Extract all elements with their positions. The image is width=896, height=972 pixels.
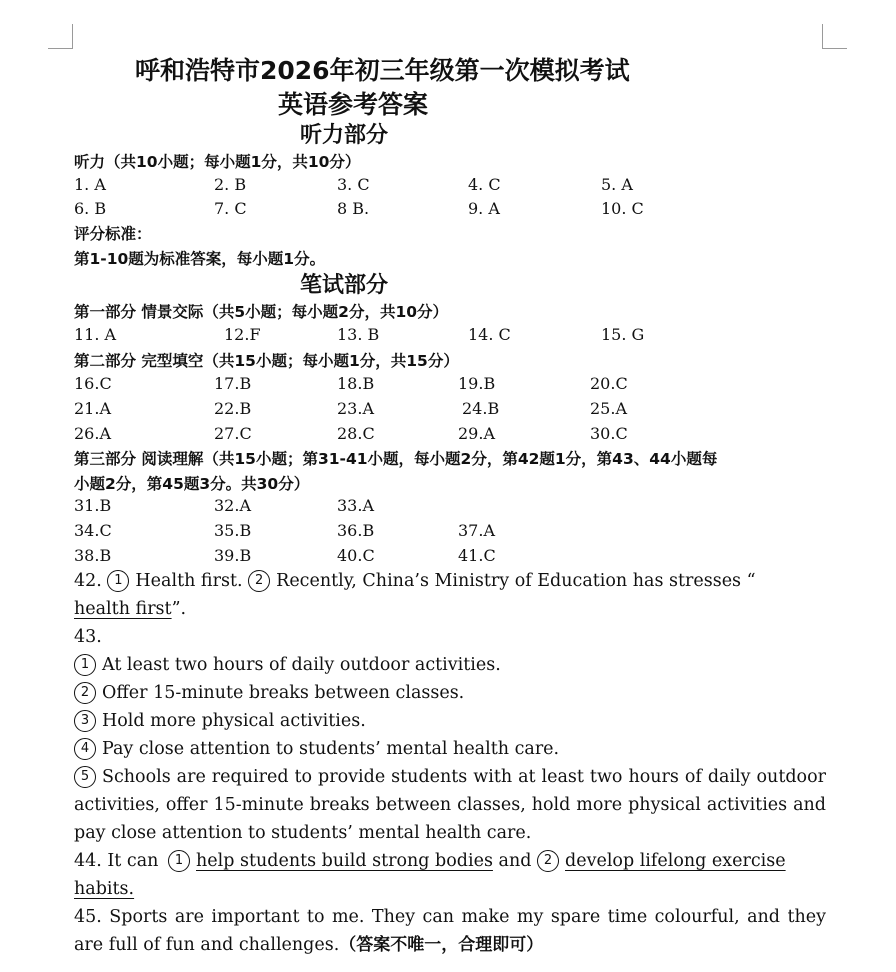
- answer-item: 24.B: [462, 399, 500, 418]
- q43-item: [74, 707, 826, 735]
- q43-item-text: Offer 15-minute breaks between classes.: [102, 683, 465, 703]
- q42-answer: [74, 567, 826, 623]
- answer-item: 21.A: [74, 399, 111, 418]
- q43-item: [74, 763, 826, 847]
- answer-item: 36.B: [337, 521, 375, 540]
- answer-item: 13. B: [337, 325, 380, 344]
- answer-item: 40.C: [337, 546, 375, 565]
- q42-part2: Recently, China’s Ministry of Education has stresses “: [276, 571, 756, 591]
- answer-item: 4. C: [468, 175, 501, 194]
- answer-item: 9. A: [468, 199, 500, 218]
- answer-item: 1. A: [74, 175, 106, 194]
- q42-number: 42.: [74, 571, 102, 591]
- part3-header-line2: 小题2分，第45题3分。共30分）: [74, 475, 310, 493]
- answer-item: 31.B: [74, 496, 112, 515]
- part3-header-line1: 第三部分 阅读理解（共15小题；第31-41小题，每小题2分，第42题1分，第43、44小题每: [74, 450, 718, 468]
- q44-conjunction: and: [498, 851, 532, 871]
- answer-item: 8 B.: [337, 199, 370, 218]
- answer-item: 18.B: [337, 374, 375, 393]
- answer-item: 28.C: [337, 424, 375, 443]
- answer-item: 32.A: [214, 496, 251, 515]
- q45-note: （答案不唯一，合理即可）: [339, 935, 544, 955]
- answer-item: 16.C: [74, 374, 112, 393]
- q44-answer-2: develop lifelong exercise habits.: [74, 851, 786, 899]
- criteria-title: 评分标准：: [74, 225, 152, 243]
- circled-number-2: 2: [74, 682, 96, 704]
- answer-item: 37.A: [458, 521, 495, 540]
- q42-underlined-phrase: health first: [74, 599, 172, 619]
- answer-item: 11. A: [74, 325, 117, 344]
- answer-item: 39.B: [214, 546, 252, 565]
- answer-item: 14. C: [468, 325, 511, 344]
- answer-item: 10. C: [601, 199, 644, 218]
- circled-number-4: 4: [74, 738, 96, 760]
- answer-item: 22.B: [214, 399, 252, 418]
- answer-item: 23.A: [337, 399, 374, 418]
- exam-title: 呼和浩特市2026年初三年级第一次模拟考试: [135, 56, 630, 85]
- criteria-text: 第1-10题为标准答案，每小题1分。: [74, 250, 326, 268]
- answer-item: 7. C: [214, 199, 247, 218]
- answer-item: 29.A: [458, 424, 495, 443]
- circled-number-1: 1: [107, 570, 129, 592]
- q44-answer-1: help students build strong bodies: [196, 851, 493, 871]
- answer-item: 2. B: [214, 175, 247, 194]
- answer-item: 15. G: [601, 325, 645, 344]
- answer-item: 12.F: [224, 325, 261, 344]
- q43-number: 43.: [74, 627, 102, 647]
- written-section-title: 笔试部分: [300, 273, 389, 298]
- answer-item: 41.C: [458, 546, 496, 565]
- circled-number-2: 2: [248, 570, 270, 592]
- q42-part1: Health first.: [135, 571, 243, 591]
- answer-item: 26.A: [74, 424, 111, 443]
- page-corner-mark: [822, 24, 847, 49]
- q43-item-text: Pay close attention to students’ mental health care.: [102, 739, 560, 759]
- answer-item: 33.A: [337, 496, 374, 515]
- q45-text: 45. Sports are important to me. They can make my spare time colourful, and they are full of fun and challenges.: [74, 907, 826, 955]
- circled-number-1: 1: [168, 850, 190, 872]
- q44-prefix: 44. It can: [74, 851, 159, 871]
- answer-item: 3. C: [337, 175, 370, 194]
- q43-item: [74, 651, 826, 679]
- listening-header: 听力（共10小题；每小题1分，共10分）: [74, 153, 361, 171]
- listening-section-title: 听力部分: [300, 123, 389, 148]
- q43-item-text: Schools are required to provide students with at least two hours of daily outdoor activities, offer 15-minute breaks between classes, hold more physical activities and pay close attention to students’ mental health care.: [74, 767, 826, 843]
- answer-item: 5. A: [601, 175, 633, 194]
- answer-item: 27.C: [214, 424, 252, 443]
- q43-item-text: At least two hours of daily outdoor activities.: [102, 655, 501, 675]
- circled-number-5: 5: [74, 766, 96, 788]
- part1-header: 第一部分 情景交际（共5小题；每小题2分，共10分）: [74, 303, 449, 321]
- q43-item: [74, 735, 826, 763]
- answer-item: 35.B: [214, 521, 252, 540]
- answer-item: 20.C: [590, 374, 628, 393]
- circled-number-1: 1: [74, 654, 96, 676]
- answer-item: 6. B: [74, 199, 107, 218]
- q43-item-text: Hold more physical activities.: [102, 711, 366, 731]
- q43-item: [74, 679, 826, 707]
- q44-answer: [74, 847, 826, 903]
- q45-answer: [74, 903, 826, 959]
- answer-item: 30.C: [590, 424, 628, 443]
- answer-item: 25.A: [590, 399, 627, 418]
- answer-item: 19.B: [458, 374, 496, 393]
- exam-subtitle: 英语参考答案: [278, 90, 429, 119]
- q42-closing-quote: ”.: [171, 599, 187, 619]
- answer-item: 38.B: [74, 546, 112, 565]
- answer-item: 17.B: [214, 374, 252, 393]
- page-corner-mark: [48, 24, 73, 49]
- circled-number-3: 3: [74, 710, 96, 732]
- part2-header: 第二部分 完型填空（共15小题；每小题1分，共15分）: [74, 352, 459, 370]
- circled-number-2: 2: [537, 850, 559, 872]
- answer-item: 34.C: [74, 521, 112, 540]
